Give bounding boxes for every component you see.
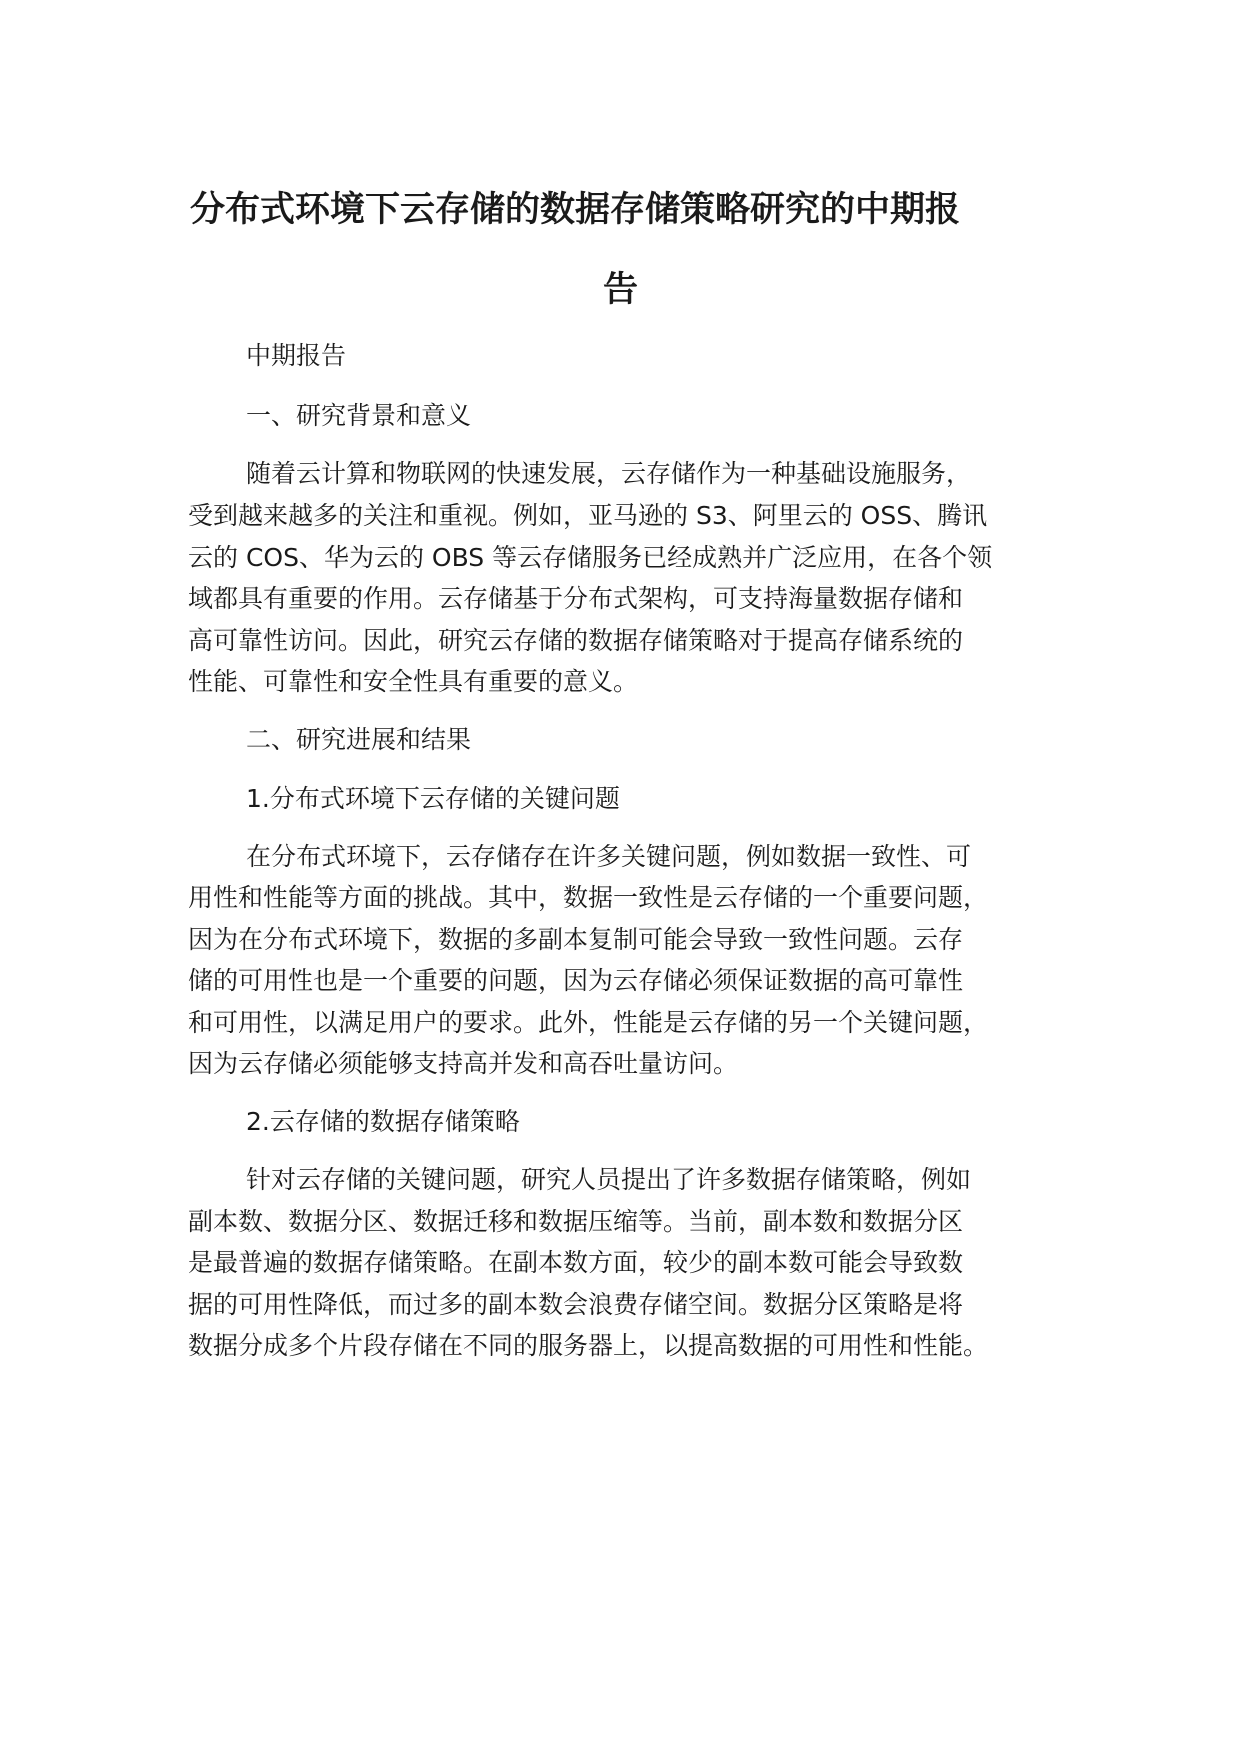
paragraph-line: 数据分成多个片段存储在不同的服务器上，以提高数据的可用性和性能。 [188,1331,989,1360]
paragraph-line: 储的可用性也是一个重要的问题，因为云存储必须保证数据的高可靠性 [188,966,964,995]
paragraph-line: 是最普遍的数据存储策略。在副本数方面，较少的副本数可能会导致数 [188,1248,964,1277]
document-title-line-1: 分布式环境下云存储的数据存储策略研究的中期报 [190,190,961,230]
paragraph-line: 性能、可靠性和安全性具有重要的意义。 [188,667,639,696]
paragraph-line: 因为在分布式环境下，数据的多副本复制可能会导致一致性问题。云存 [188,925,964,954]
subsection-heading: 2.云存储的数据存储策略 [246,1107,520,1136]
paragraph-line: 针对云存储的关键问题，研究人员提出了许多数据存储策略，例如 [246,1165,972,1194]
paragraph-line: 因为云存储必须能够支持高并发和高吞吐量访问。 [188,1049,739,1078]
section-label: 中期报告 [246,341,347,370]
paragraph-line: 用性和性能等方面的挑战。其中，数据一致性是云存储的一个重要问题， [188,883,989,912]
paragraph-line: 在分布式环境下，云存储存在许多关键问题，例如数据一致性、可 [246,842,972,871]
document-title-line-2: 告 [602,270,638,310]
paragraph-line: 域都具有重要的作用。云存储基于分布式架构，可支持海量数据存储和 [188,584,964,613]
paragraph-line: 随着云计算和物联网的快速发展，云存储作为一种基础设施服务， [246,459,972,488]
paragraph-line: 据的可用性降低，而过多的副本数会浪费存储空间。数据分区策略是将 [188,1290,964,1319]
paragraph-line: 高可靠性访问。因此，研究云存储的数据存储策略对于提高存储系统的 [188,626,964,655]
paragraph-line: 副本数、数据分区、数据迁移和数据压缩等。当前，副本数和数据分区 [188,1207,964,1236]
section-heading: 一、研究背景和意义 [246,401,472,430]
section-heading: 二、研究进展和结果 [246,725,472,754]
paragraph-line: 和可用性，以满足用户的要求。此外，性能是云存储的另一个关键问题， [188,1008,989,1037]
paragraph-line: 云的 COS、华为云的 OBS 等云存储服务已经成熟并广泛应用，在各个领 [188,543,993,572]
paragraph-line: 受到越来越多的关注和重视。例如，亚马逊的 S3、阿里云的 OSS、腾讯 [188,501,988,530]
subsection-heading: 1.分布式环境下云存储的关键问题 [246,784,620,813]
